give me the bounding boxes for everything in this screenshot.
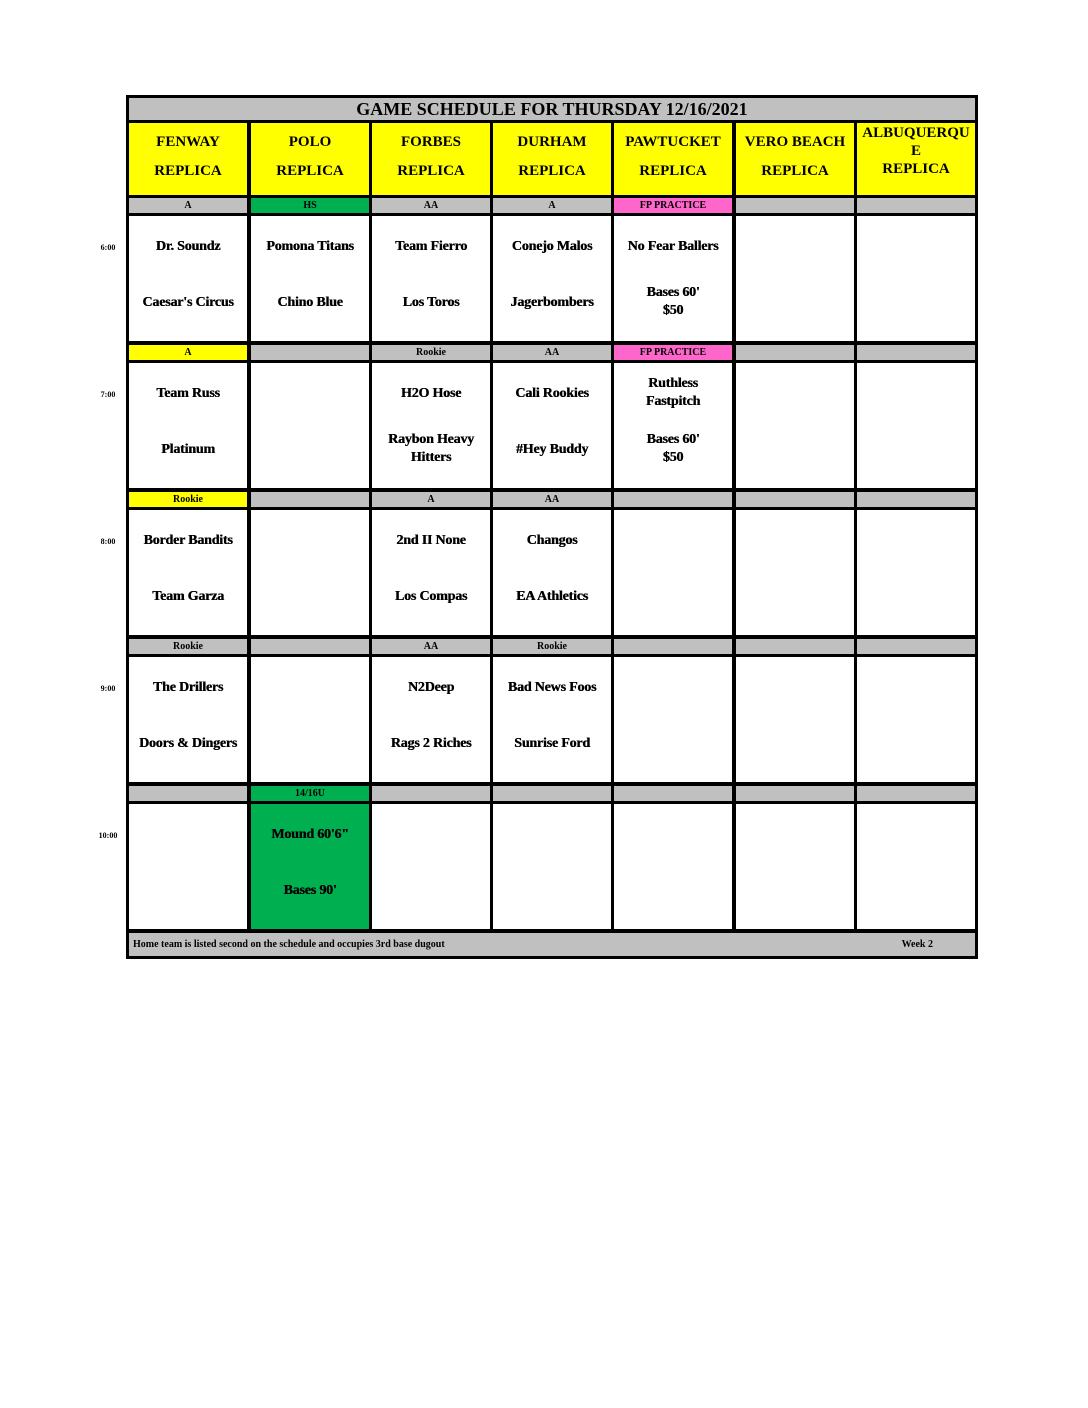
level-badge: [857, 639, 975, 654]
park-header: [129, 123, 247, 195]
game-cell: [614, 216, 732, 341]
away-team: The Drillers: [152, 680, 224, 695]
game-cell: [857, 804, 975, 929]
away-team: Conejo Malos: [511, 239, 593, 254]
game-cell: [129, 216, 247, 341]
game-cell: [251, 804, 369, 929]
level-badge: [493, 786, 611, 801]
level-badge: [251, 639, 369, 654]
time-label: 6:00: [100, 243, 116, 252]
level-badge: [857, 198, 975, 213]
game-cell: [129, 510, 247, 635]
away-team: 2nd II None: [396, 533, 466, 548]
park-subtitle: REPLICA: [397, 163, 465, 179]
level-badge: [736, 639, 854, 654]
home-team: Platinum: [161, 442, 215, 457]
home-team: #Hey Buddy: [515, 442, 589, 457]
game-cell: [493, 657, 611, 782]
away-team: Mound 60'6": [271, 827, 349, 842]
level-badge: A: [129, 345, 247, 360]
level-badge: [614, 492, 732, 507]
park-subtitle: REPLICA: [639, 163, 707, 179]
home-team: Team Garza: [152, 589, 224, 604]
away-team: Ruthless Fastpitch: [645, 376, 701, 409]
away-team: Bad News Foos: [507, 680, 597, 695]
park-name: VERO BEACH: [744, 134, 846, 150]
home-team: Doors & Dingers: [138, 736, 238, 751]
park-header: [614, 123, 732, 195]
time-label: 9:00: [100, 684, 116, 693]
home-team: Sunrise Ford: [514, 736, 590, 751]
game-cell: [372, 657, 490, 782]
game-cell: [736, 657, 854, 782]
game-cell: [493, 804, 611, 929]
park-subtitle: REPLICA: [761, 163, 829, 179]
game-cell: [372, 363, 490, 488]
footer-bar: [129, 933, 975, 956]
home-team: Bases 60' $50: [646, 285, 700, 318]
level-badge: [857, 492, 975, 507]
game-cell: [736, 510, 854, 635]
level-badge: [736, 345, 854, 360]
level-badge: [614, 786, 732, 801]
away-team: Pomona Titans: [266, 239, 354, 254]
level-badge: AA: [493, 492, 611, 507]
park-header: [857, 123, 975, 195]
level-badge: FP PRACTICE: [614, 198, 732, 213]
level-badge: [736, 198, 854, 213]
level-badge: AA: [493, 345, 611, 360]
game-cell: [614, 363, 732, 488]
game-cell: [736, 804, 854, 929]
away-team: Border Bandits: [143, 533, 233, 548]
level-badge: [736, 786, 854, 801]
level-badge: HS: [251, 198, 369, 213]
week-label: Week 2: [901, 939, 933, 950]
game-cell: [736, 216, 854, 341]
park-header: [251, 123, 369, 195]
away-team: Changos: [526, 533, 578, 548]
level-badge: [857, 786, 975, 801]
level-badge: AA: [372, 198, 490, 213]
park-subtitle: REPLICA: [882, 161, 950, 177]
park-subtitle: REPLICA: [276, 163, 344, 179]
park-name: FORBES: [400, 134, 461, 150]
level-badge: 14/16U: [251, 786, 369, 801]
game-cell: [857, 657, 975, 782]
game-cell: [493, 216, 611, 341]
away-team: Cali Rookies: [515, 386, 589, 401]
level-badge: Rookie: [129, 639, 247, 654]
level-badge: [736, 492, 854, 507]
game-cell: [614, 657, 732, 782]
away-team: No Fear Ballers: [627, 239, 719, 254]
level-badge: A: [372, 492, 490, 507]
time-label: 7:00: [100, 390, 116, 399]
level-badge: FP PRACTICE: [614, 345, 732, 360]
footer-note: Home team is listed second on the schedule and occupies 3rd base dugout: [133, 939, 445, 950]
park-name: PAWTUCKET: [625, 134, 721, 150]
away-team: H2O Hose: [400, 386, 462, 401]
game-cell: [251, 510, 369, 635]
time-label: 10:00: [98, 831, 118, 840]
game-cell: [857, 510, 975, 635]
home-team: Los Toros: [402, 295, 460, 310]
park-name: POLO: [288, 134, 332, 150]
home-team: Caesar's Circus: [142, 295, 234, 310]
game-cell: [614, 804, 732, 929]
park-subtitle: REPLICA: [518, 163, 586, 179]
game-cell: [493, 510, 611, 635]
home-team: Chino Blue: [277, 295, 343, 310]
away-team: Dr. Soundz: [155, 239, 221, 254]
park-header: [736, 123, 854, 195]
away-team: Team Fierro: [394, 239, 468, 254]
park-header: [493, 123, 611, 195]
home-team: Rags 2 Riches: [390, 736, 472, 751]
level-badge: [857, 345, 975, 360]
away-team: Team Russ: [156, 386, 220, 401]
game-cell: [251, 216, 369, 341]
home-team: Jagerbombers: [510, 295, 594, 310]
home-team: Bases 90': [283, 883, 337, 898]
level-badge: [129, 786, 247, 801]
game-cell: [129, 363, 247, 488]
game-cell: [372, 510, 490, 635]
level-badge: AA: [372, 639, 490, 654]
game-cell: [857, 363, 975, 488]
home-team: Los Compas: [394, 589, 468, 604]
level-badge: Rookie: [493, 639, 611, 654]
game-cell: [614, 510, 732, 635]
game-cell: [493, 363, 611, 488]
level-badge: [614, 639, 732, 654]
park-name: DURHAM: [517, 134, 587, 150]
level-badge: [251, 492, 369, 507]
game-cell: [857, 216, 975, 341]
home-team: EA Athletics: [516, 589, 588, 604]
level-badge: [372, 786, 490, 801]
game-cell: [129, 657, 247, 782]
level-badge: Rookie: [129, 492, 247, 507]
park-subtitle: REPLICA: [154, 163, 222, 179]
game-cell: [129, 804, 247, 929]
game-cell: [251, 363, 369, 488]
park-header: [372, 123, 490, 195]
park-name: ALBUQUERQU E: [862, 125, 970, 159]
game-cell: [372, 216, 490, 341]
level-badge: [251, 345, 369, 360]
game-cell: [736, 363, 854, 488]
level-badge: A: [493, 198, 611, 213]
home-team: Raybon Heavy Hitters: [388, 432, 474, 465]
level-badge: A: [129, 198, 247, 213]
home-team: Bases 60' $50: [646, 432, 700, 465]
page-title: GAME SCHEDULE FOR THURSDAY 12/16/2021: [129, 98, 975, 120]
park-name: FENWAY: [156, 134, 220, 150]
level-badge: Rookie: [372, 345, 490, 360]
game-cell: [372, 804, 490, 929]
schedule-sheet: [126, 95, 978, 959]
away-team: N2Deep: [407, 680, 455, 695]
game-cell: [251, 657, 369, 782]
time-label: 8:00: [100, 537, 116, 546]
